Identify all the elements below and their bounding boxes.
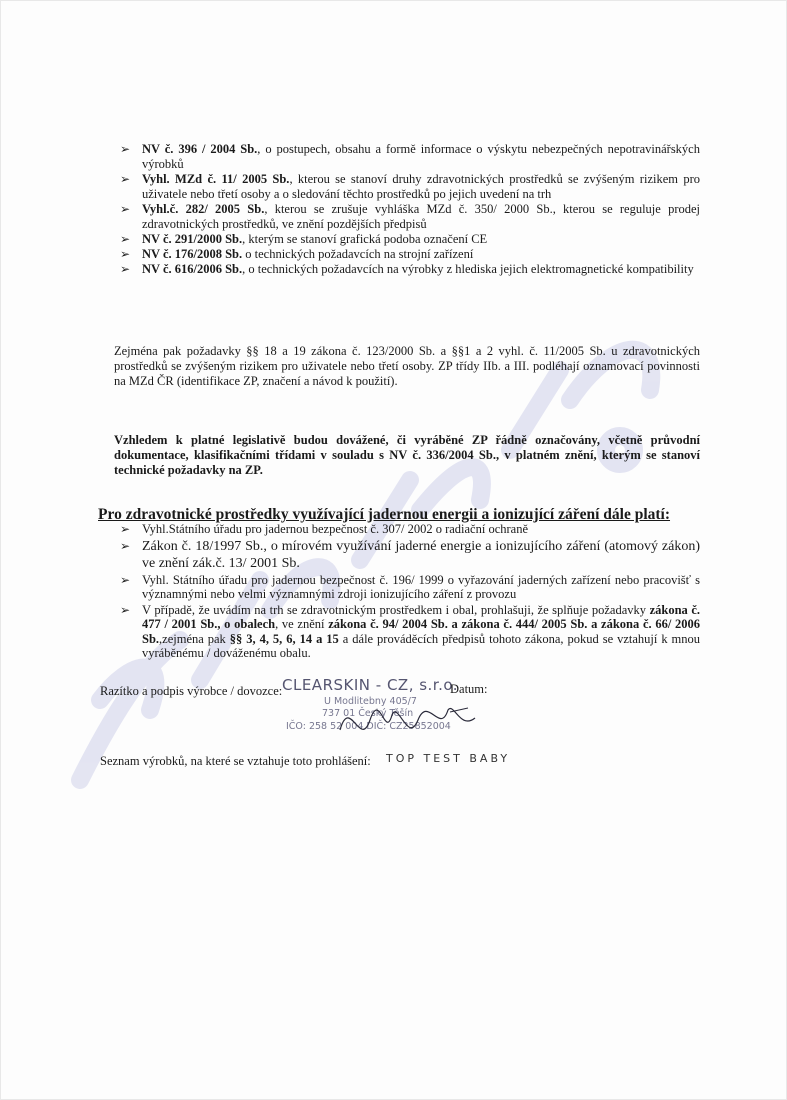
list-item-bold: Vyhl.č. 282/ 2005 Sb. (142, 202, 265, 216)
handwritten-signature (330, 690, 480, 760)
list-item (120, 538, 700, 572)
list-item-text: , o technických požadavcích na výrobky z hlediska jejich elektromagnetické kompatibility (242, 262, 694, 276)
stamp-company-name: CLEARSKIN - CZ, s.r.o. (282, 676, 459, 694)
arrow-bullet-icon: ➢ (120, 202, 131, 216)
list-item-text: o technických požadavcích na strojní zařízení (242, 247, 474, 261)
arrow-bullet-icon: ➢ (120, 232, 131, 246)
stamp-street: U Modlitebny 405/7 (324, 696, 417, 707)
list-item-text: , kterou se stanoví druhy zdravotnických prostředků se zvýšeným rizikem pro uživatele nebo třetí osoby a o sledování těchto prostředků po jejich uvedení na trh (142, 172, 700, 201)
list-item (120, 172, 700, 202)
list-item (120, 522, 700, 537)
list-item-text: , kterou se zrušuje vyhláška MZd č. 350/ 2000 Sb., kterou se reguluje prodej zdravotnických prostředků, ve znění pozdějších předpisů (142, 202, 700, 231)
list-item-bold: Vyhl. MZd č. 11/ 2005 Sb. (142, 172, 290, 186)
labeling-paragraph: Vzhledem k platné legislativě budou dovážené, či vyráběné ZP řádně označovány, včetně průvodní dokumentace, klasifikačními třídami v souladu s NV č. 336/2004 Sb., v platném znění, kterým se stanoví technické požadavky na ZP. (114, 433, 700, 477)
list-item-bold: §§ 3, 4, 5, 6, 14 a 15 (229, 631, 339, 646)
requirements-paragraph: Zejména pak požadavky §§ 18 a 19 zákona č. 123/2000 Sb. a §§1 a 2 vyhl. č. 11/2005 Sb. u zdravotnických prostředků se zvýšeným rizikem pro uživatele nebo třetí osoby. ZP třídy IIb. a III. podléhají oznamovací povinnosti na MZd ČR (identifikace ZP, značení a návod k použití). (114, 344, 700, 388)
list-item (120, 573, 700, 602)
arrow-bullet-icon: ➢ (120, 522, 131, 536)
legislation-list (120, 142, 700, 277)
list-item-text: ,zejména pak (159, 631, 230, 646)
list-item (120, 202, 700, 232)
list-item-text: , kterým se stanoví grafická podoba označení CE (242, 232, 488, 246)
arrow-bullet-icon: ➢ (120, 572, 131, 587)
list-item-text: a dále prováděcích předpisů tohoto zákona, pokud se vztahují k mnou vyráběnému / dováženému obalu. (142, 631, 701, 660)
list-item-text: , ve znění (275, 617, 329, 631)
list-item-text: Zákon č. 18/1997 Sb., o mírovém využívání jaderné energie a ionizujícího záření (atomový zákon) ve znění zák.č. 13/ 2001 Sb. (142, 538, 700, 571)
arrow-bullet-icon: ➢ (120, 172, 131, 186)
list-item-bold: zákona č. 477 / 2001 Sb., o obalech (142, 602, 700, 631)
product-list-label: Seznam výrobků, na které se vztahuje toto prohlášení: (100, 754, 371, 768)
arrow-bullet-icon: ➢ (120, 247, 131, 261)
signature-label: Razítko a podpis výrobce / dovozce: (100, 684, 283, 698)
stamp-city: 737 01 Český Těšín (322, 708, 414, 719)
list-item (120, 262, 700, 277)
list-item (120, 603, 700, 661)
list-item (120, 247, 700, 262)
arrow-bullet-icon: ➢ (120, 262, 131, 276)
list-item-text: , o postupech, obsahu a formě informace o výskytu nebezpečných nepotravinářských výrobků (142, 142, 700, 171)
list-item-bold: NV č. 176/2008 Sb. (142, 247, 243, 261)
list-item-bold: NV č. 616/2006 Sb. (142, 262, 243, 276)
list-item-text: Vyhl. Státního úřadu pro jadernou bezpečnost č. 196/ 1999 o vyřazování jaderných zařízení nebo pracovišť s významnými nebo velmi významnými zdroji ionizujícího záření z provozu (142, 572, 700, 601)
nuclear-section-heading: Pro zdravotnické prostředky využívající jadernou energii a ionizující záření dále platí: (98, 506, 671, 523)
nuclear-legislation-list (120, 522, 700, 662)
arrow-bullet-icon: ➢ (120, 538, 131, 553)
arrow-bullet-icon: ➢ (120, 602, 131, 617)
list-item (120, 232, 700, 247)
stamp-ids: IČO: 258 52 004 DIČ: CZ25852004 (286, 721, 451, 732)
list-item-bold: NV č. 291/2000 Sb. (142, 232, 243, 246)
arrow-bullet-icon: ➢ (120, 142, 131, 156)
list-item-bold: zákona č. 94/ 2004 Sb. a zákona č. 444/ 2005 Sb. a zákona č. 66/ 2006 Sb. (142, 617, 700, 646)
list-item-text: V případě, že uvádím na trh se zdravotnickým prostředkem i obal, prohlašuji, že splňuje požadavky (142, 602, 650, 617)
list-item-bold: NV č. 396 / 2004 Sb. (142, 142, 258, 156)
date-label: Datum: (450, 682, 488, 696)
handwritten-products: TOP TEST BABY (386, 752, 511, 765)
list-item (120, 142, 700, 172)
list-item-text: Vyhl.Státního úřadu pro jadernou bezpečnost č. 307/ 2002 o radiační ochraně (142, 522, 528, 536)
